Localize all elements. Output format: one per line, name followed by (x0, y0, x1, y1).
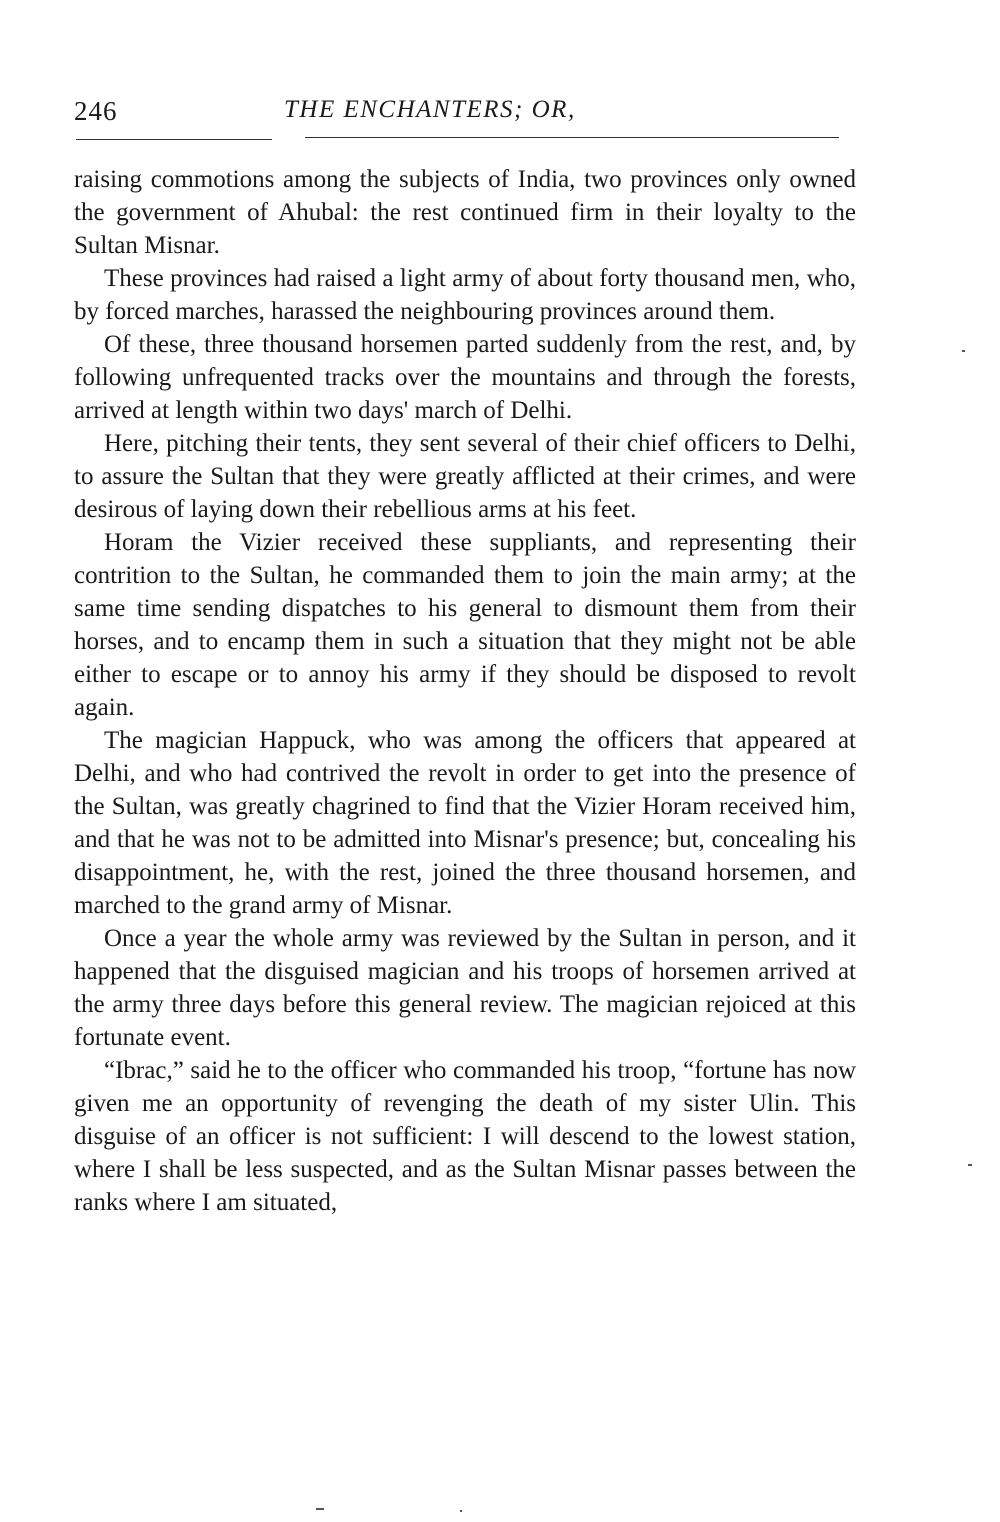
paragraph-3: Of these, three thousand horsemen parted suddenly from the rest, and, by following unfrequented tracks over the mountains and through the forests, arrived at length within two days' march of Delhi. (74, 331, 856, 424)
scan-speck (968, 1164, 972, 1166)
header-rule-right (305, 137, 839, 138)
paragraph-8: “Ibrac,” said he to the officer who commanded his troop, “fortune has now given me an opportunity of revenging the death of my sister Ulin. This disguise of an officer is not sufficient: I will descend to the lowest station, where I shall be less suspected, and as the Sultan Misnar passes between the ranks where I am situated, (74, 1057, 856, 1216)
paragraph-4: Here, pitching their tents, they sent several of their chief officers to Delhi, to assure the Sultan that they were greatly afflicted at their crimes, and were desirous of laying down their rebellious arms at his feet. (74, 430, 856, 523)
running-head (74, 96, 854, 136)
scan-speck (962, 350, 965, 352)
paragraph-1: raising commotions among the subjects of India, two provinces only owned the government of Ahubal: the rest continued firm in their loyalty to the Sultan Misnar. (74, 166, 856, 259)
page-number: 246 (74, 96, 118, 126)
header-rule-left (76, 139, 272, 140)
body-text (74, 163, 856, 1219)
scan-speck (316, 1508, 324, 1510)
scan-speck (460, 1510, 462, 1512)
paragraph-2: These provinces had raised a light army of about forty thousand men, who, by forced marches, harassed the neighbouring provinces around them. (74, 265, 856, 325)
running-title: THE ENCHANTERS; OR, (284, 96, 576, 123)
paragraph-6: The magician Happuck, who was among the officers that appeared at Delhi, and who had contrived the revolt in order to get into the presence of the Sultan, was greatly chagrined to find that the Vizier Horam received him, and that he was not to be admitted into Misnar's presence; but, concealing his disappointment, he, with the rest, joined the three thousand horsemen, and marched to the grand army of Misnar. (74, 727, 856, 919)
paragraph-5: Horam the Vizier received these suppliants, and representing their contrition to the Sultan, he commanded them to join the main army; at the same time sending dispatches to his general to dismount them from their horses, and to encamp them in such a situation that they might not be able either to escape or to annoy his army if they should be disposed to revolt again. (74, 529, 856, 721)
paragraph-7: Once a year the whole army was reviewed by the Sultan in person, and it happened that the disguised magician and his troops of horsemen arrived at the army three days before this general review. The magician rejoiced at this fortunate event. (74, 925, 856, 1051)
